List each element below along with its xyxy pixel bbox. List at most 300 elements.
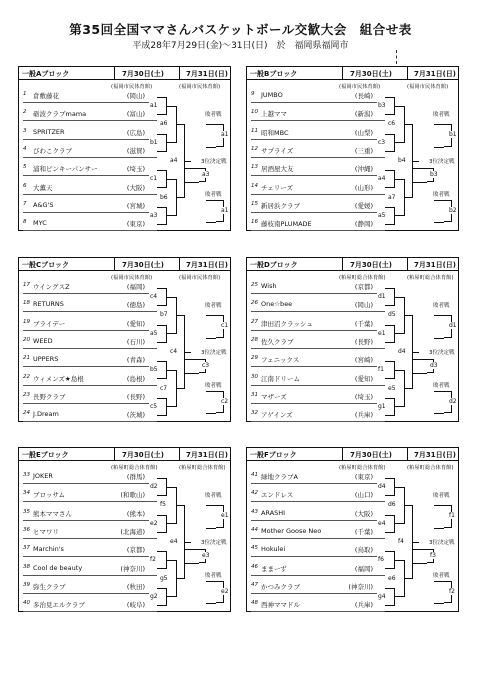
team-prefecture: (千葉)	[354, 527, 373, 536]
bracket-line	[185, 182, 199, 183]
team-number: 9	[251, 91, 255, 97]
team-number: 41	[251, 472, 258, 478]
team-underline	[23, 157, 157, 158]
bracket-line	[434, 505, 444, 506]
day2-label: 7月31日(日)	[186, 261, 229, 269]
block-header	[19, 448, 230, 461]
team-prefecture: (長崎)	[354, 92, 373, 100]
dashed-divider	[396, 50, 397, 64]
venue-day1: (福岡市民体育館)	[111, 84, 153, 90]
winner-line	[185, 352, 191, 353]
team-prefecture: (島根)	[126, 374, 145, 383]
team-number: 6	[23, 182, 27, 189]
match-label: e4	[170, 538, 178, 546]
losers-bracket-label: 敗者戦	[433, 191, 450, 198]
third-place-label: 3位決定戦	[429, 159, 455, 166]
team-underline	[23, 120, 157, 121]
team-name: ヒマワリ	[33, 527, 59, 536]
bracket-line	[206, 222, 216, 223]
team-name: ブロッサム	[33, 491, 66, 500]
team-row	[251, 319, 385, 330]
header-divider	[342, 258, 343, 271]
team-number: 36	[23, 526, 30, 533]
header-divider	[179, 67, 180, 80]
bracket-line	[157, 288, 167, 306]
team-row	[251, 545, 385, 556]
team-underline	[251, 230, 385, 231]
team-prefecture: (岡山)	[126, 92, 145, 100]
team-underline	[251, 403, 385, 404]
team-number: 19	[23, 318, 30, 325]
team-prefecture: (埼玉)	[126, 165, 145, 174]
match-label: c3	[378, 138, 386, 146]
team-row	[23, 582, 157, 593]
bracket-line	[206, 315, 216, 316]
match-label: a5	[378, 211, 386, 219]
bracket-line	[157, 551, 167, 569]
team-name: J.Dream	[33, 410, 59, 419]
bracket-line	[206, 413, 216, 414]
team-row	[23, 600, 157, 611]
team-row	[23, 109, 157, 120]
team-prefecture: (和歌山)	[120, 491, 145, 500]
bracket-line	[206, 603, 216, 604]
team-underline	[251, 556, 385, 557]
match-label: c4	[150, 293, 158, 301]
venue-day1: (福岡市民体育館)	[339, 84, 381, 90]
losers-bracket-label: 敗者戦	[205, 303, 222, 310]
match-label: e1	[378, 329, 386, 337]
day2-label: 7月31日(日)	[414, 70, 457, 78]
team-number: 15	[251, 200, 258, 207]
day2-label: 7月31日(日)	[186, 70, 229, 78]
team-underline	[23, 556, 157, 557]
bracket-line	[434, 413, 444, 414]
match-label: e2	[221, 587, 229, 595]
team-prefecture: (宮崎)	[354, 356, 373, 365]
losers-bracket-label: 敗者戦	[433, 112, 450, 119]
team-name: 居酒屋大友	[261, 165, 294, 174]
team-row	[23, 282, 157, 293]
team-row	[23, 219, 157, 230]
team-name: 砺波クラブmama	[33, 110, 87, 119]
team-row	[251, 128, 385, 139]
team-prefecture: (大阪)	[354, 509, 373, 518]
match-label: b3	[378, 102, 386, 110]
team-row	[251, 183, 385, 194]
team-underline	[251, 120, 385, 121]
bracket-block	[18, 447, 231, 612]
team-name: UPPERS	[33, 355, 59, 364]
team-underline	[23, 366, 157, 367]
team-underline	[251, 293, 385, 294]
team-row	[251, 146, 385, 157]
match-label: f1	[449, 512, 455, 520]
bracket-line	[167, 370, 177, 407]
match-label: f6	[378, 556, 384, 564]
match-label: e4	[378, 519, 386, 527]
team-underline	[23, 538, 157, 539]
losers-bracket-label: 敗者戦	[433, 572, 450, 579]
team-row	[251, 410, 385, 421]
team-name: Hokulei	[261, 545, 286, 554]
team-name: MYC	[33, 219, 47, 228]
team-prefecture: (広島)	[126, 128, 145, 137]
team-underline	[23, 102, 157, 103]
team-prefecture: (沖縄)	[354, 165, 373, 174]
team-underline	[23, 175, 157, 176]
team-row	[23, 164, 157, 175]
match-label: f2	[449, 587, 455, 595]
team-number: 13	[251, 164, 258, 171]
match-label: b4	[398, 157, 406, 165]
team-underline	[23, 575, 157, 576]
losers-bracket-label: 敗者戦	[433, 303, 450, 310]
team-underline	[23, 385, 157, 386]
team-row	[23, 337, 157, 348]
day1-label: 7月30日(土)	[350, 261, 393, 269]
team-row	[251, 392, 385, 403]
match-label: a1	[221, 206, 229, 214]
header-divider	[342, 67, 343, 80]
team-name: マザーズ	[261, 392, 287, 401]
team-name: フェニックス	[261, 356, 300, 365]
bracket-line	[434, 528, 444, 529]
team-underline	[251, 348, 385, 349]
team-prefecture: (山梨)	[354, 128, 373, 137]
match-label: a4	[378, 175, 386, 183]
match-label: f1	[378, 366, 384, 374]
team-row	[23, 410, 157, 421]
page-title: 第35回全国ママさんバスケットボール交歓大会 組合せ表	[69, 22, 412, 37]
team-underline	[251, 330, 385, 331]
block-header	[247, 448, 458, 461]
team-row	[251, 472, 385, 483]
third-place-label: 3位決定戦	[429, 540, 455, 547]
winner-line	[185, 542, 191, 543]
match-label: g4	[378, 592, 386, 600]
bracket-line	[185, 359, 199, 360]
match-label: a1	[221, 131, 229, 139]
team-underline	[251, 102, 385, 103]
team-row	[251, 600, 385, 611]
team-number: 46	[251, 563, 258, 570]
team-prefecture: (群馬)	[126, 473, 145, 481]
bracket-line	[206, 124, 216, 125]
team-number: 45	[251, 545, 258, 552]
team-row	[23, 128, 157, 139]
team-row	[23, 201, 157, 212]
team-name: アゲインズ	[261, 411, 293, 420]
bracket-line	[434, 200, 444, 201]
team-name: 西神ママドル	[261, 601, 300, 610]
team-name: ウイングスZ	[33, 283, 70, 291]
bracket-block	[246, 66, 459, 231]
team-number: 7	[23, 200, 27, 207]
winner-line	[413, 542, 419, 543]
day1-label: 7月30日(土)	[122, 70, 165, 78]
team-number: 37	[23, 545, 30, 552]
match-label: e5	[388, 384, 396, 392]
team-underline	[23, 330, 157, 331]
team-number: 34	[23, 490, 30, 497]
team-name: Cool de beauty	[33, 563, 83, 572]
bracket-line	[434, 338, 444, 339]
match-label: d1	[378, 293, 386, 301]
team-name: 昭和MBC	[261, 128, 289, 137]
team-row	[251, 109, 385, 120]
team-number: 40	[23, 600, 30, 607]
team-row	[251, 374, 385, 385]
bracket-block	[246, 447, 459, 612]
losers-bracket-label: 敗者戦	[205, 382, 222, 389]
team-number: 16	[251, 219, 258, 226]
venue-day2: (福岡市民体育館)	[179, 84, 221, 90]
third-place-label: 3位決定戦	[429, 350, 455, 357]
team-row	[23, 319, 157, 330]
team-row	[251, 219, 385, 230]
bracket-line	[206, 200, 216, 201]
team-underline	[23, 230, 157, 231]
team-row	[23, 527, 157, 538]
bracket-line	[385, 551, 395, 569]
match-label: e1	[221, 512, 229, 520]
match-label: a3	[150, 211, 158, 219]
team-number: 17	[23, 282, 30, 288]
bracket-line	[185, 373, 199, 374]
day1-label: 7月30日(土)	[350, 451, 393, 459]
bracket-block	[18, 66, 231, 231]
match-label: a6	[160, 120, 168, 128]
match-label: b1	[449, 131, 457, 139]
venue-day2: (粕屋町総合体育館)	[407, 465, 454, 471]
losers-bracket-label: 敗者戦	[433, 493, 450, 500]
match-label: c1	[221, 322, 229, 330]
match-label: d6	[388, 501, 396, 509]
team-row	[23, 146, 157, 157]
venue-day1: (粕屋町総合体育館)	[339, 465, 386, 471]
block-name: 一般Aブロック	[22, 70, 70, 78]
team-prefecture: (秋田)	[126, 582, 145, 591]
team-prefecture: (三重)	[354, 146, 373, 155]
team-prefecture: (東京)	[126, 220, 145, 229]
match-label: d2	[449, 397, 457, 405]
team-name: 長野クラブ	[33, 392, 66, 401]
losers-bracket-label: 敗者戦	[205, 112, 222, 119]
bracket-line	[385, 361, 395, 379]
team-name: 倉敷藤花	[33, 92, 59, 100]
header-divider	[342, 448, 343, 461]
team-underline	[23, 520, 157, 521]
header-divider	[114, 448, 115, 461]
bracket-line	[434, 315, 444, 316]
team-number: 4	[23, 145, 27, 152]
bracket-line	[434, 581, 444, 582]
match-label: c7	[160, 384, 168, 392]
team-number: 44	[251, 526, 258, 533]
match-label: d4	[398, 348, 406, 356]
team-prefecture: (兵庫)	[354, 601, 373, 610]
team-prefecture: (山口)	[354, 491, 373, 500]
team-name: A&G'S	[33, 200, 54, 209]
losers-bracket-label: 敗者戦	[433, 382, 450, 389]
winner-line	[413, 161, 419, 162]
bracket-line	[385, 134, 395, 152]
block-header	[247, 67, 458, 80]
bracket-line	[206, 505, 216, 506]
team-underline	[251, 311, 385, 312]
team-row	[251, 509, 385, 520]
bracket-line	[157, 170, 167, 188]
match-label: d5	[388, 311, 396, 319]
bracket-block	[18, 257, 231, 422]
team-prefecture: (茨城)	[126, 411, 145, 420]
team-number: 43	[251, 508, 258, 515]
team-row	[251, 564, 385, 575]
team-name: SPRITZER	[33, 127, 65, 136]
venue-day2: (粕屋町総合体育館)	[179, 465, 226, 471]
team-underline	[251, 483, 385, 484]
team-prefecture: (富山)	[126, 110, 145, 119]
team-name: 弥生クラブ	[33, 582, 66, 591]
block-name: 一般Cブロック	[22, 261, 69, 269]
team-row	[251, 337, 385, 348]
bracket-line	[206, 581, 216, 582]
block-name: 一般Eブロック	[22, 451, 69, 459]
team-prefecture: (北海道)	[120, 527, 145, 536]
team-number: 29	[251, 355, 258, 362]
team-prefecture: (東京)	[354, 473, 373, 481]
match-label: c1	[150, 175, 158, 183]
team-underline	[23, 348, 157, 349]
team-name: WEED	[33, 336, 53, 345]
bracket-line	[434, 603, 444, 604]
team-name: 津田沼クラッシュ	[261, 319, 313, 328]
team-number: 38	[23, 563, 30, 570]
team-number: 8	[23, 219, 27, 226]
team-name: 緑地クラブA	[261, 473, 298, 481]
block-name: 一般Dブロック	[250, 261, 298, 269]
match-label: f2	[150, 556, 156, 564]
team-number: 42	[251, 490, 258, 497]
team-prefecture: (愛知)	[126, 319, 145, 328]
bracket-line	[413, 168, 427, 169]
block-header	[19, 67, 230, 80]
team-prefecture: (宮城)	[126, 201, 145, 210]
team-prefecture: (熊本)	[126, 509, 145, 518]
team-name: ウィメンズ★島根	[33, 374, 84, 383]
team-row	[251, 300, 385, 311]
team-prefecture: (岡山)	[354, 301, 373, 310]
team-row	[251, 355, 385, 366]
match-label: f4	[398, 538, 404, 546]
match-label: c6	[388, 120, 396, 128]
team-underline	[251, 421, 385, 422]
team-prefecture: (愛知)	[354, 374, 373, 383]
team-name: ARASHI	[261, 508, 286, 517]
match-label: b6	[160, 193, 168, 201]
team-number: 47	[251, 581, 258, 588]
team-row	[251, 527, 385, 538]
team-underline	[23, 212, 157, 213]
team-row	[23, 509, 157, 520]
team-underline	[251, 212, 385, 213]
third-place-label: 3位決定戦	[201, 540, 227, 547]
bracket-line	[385, 170, 395, 188]
team-name: 新居浜クラブ	[261, 201, 300, 210]
team-number: 3	[23, 127, 27, 134]
team-underline	[23, 611, 157, 612]
bracket-line	[167, 487, 177, 524]
losers-bracket-label: 敗者戦	[205, 572, 222, 579]
bracket-line	[434, 391, 444, 392]
block-name: 一般Bブロック	[250, 70, 298, 78]
team-prefecture: (長野)	[354, 337, 373, 346]
team-name: エンドレス	[261, 491, 294, 500]
team-number: 18	[23, 300, 30, 307]
team-row	[251, 201, 385, 212]
team-name: One☆bee	[261, 300, 293, 309]
match-label: c3	[202, 362, 210, 370]
bracket-line	[206, 147, 216, 148]
match-label: g1	[378, 402, 386, 410]
bracket-line	[413, 359, 427, 360]
match-label: e6	[388, 574, 396, 582]
team-name: かつみクラブ	[261, 582, 300, 591]
team-name: 熊本ママさん	[33, 509, 72, 518]
bracket-line	[206, 338, 216, 339]
bracket-line	[157, 97, 167, 115]
match-label: a3	[202, 171, 210, 179]
team-number: 27	[251, 318, 258, 325]
team-number: 20	[23, 336, 30, 343]
team-name: 藤枝南PLUMADE	[261, 220, 312, 229]
team-number: 48	[251, 600, 258, 607]
venue-day1: (福岡市民体育館)	[111, 275, 153, 281]
bracket-line	[185, 549, 199, 550]
team-underline	[23, 483, 157, 484]
team-name: 江南ドリーム	[261, 374, 300, 383]
team-number: 39	[23, 581, 30, 588]
team-underline	[251, 175, 385, 176]
header-divider	[179, 448, 180, 461]
team-prefecture: (神奈川)	[120, 564, 145, 573]
team-number: 30	[251, 373, 258, 380]
match-label: f3	[430, 552, 436, 560]
match-label: e3	[202, 552, 210, 560]
team-underline	[23, 293, 157, 294]
team-prefecture: (鳥取)	[354, 546, 373, 555]
team-prefecture: (京都)	[126, 546, 145, 555]
header-divider	[179, 258, 180, 271]
match-label: g2	[150, 592, 158, 600]
bracket-line	[405, 505, 413, 578]
team-underline	[23, 501, 157, 502]
team-number: 35	[23, 508, 30, 515]
bracket-line	[185, 168, 199, 169]
team-name: 浦和ピンキーパンサー	[33, 165, 98, 174]
team-number: 26	[251, 300, 258, 307]
team-number: 24	[23, 410, 30, 417]
team-underline	[251, 501, 385, 502]
team-prefecture: (岐阜)	[126, 601, 145, 610]
match-label: c4	[170, 348, 178, 356]
team-row	[251, 91, 385, 102]
match-label: a7	[388, 193, 396, 201]
venue-day1: (粕屋町総合体育館)	[111, 465, 158, 471]
team-prefecture: (神奈川)	[348, 582, 373, 591]
team-underline	[23, 311, 157, 312]
